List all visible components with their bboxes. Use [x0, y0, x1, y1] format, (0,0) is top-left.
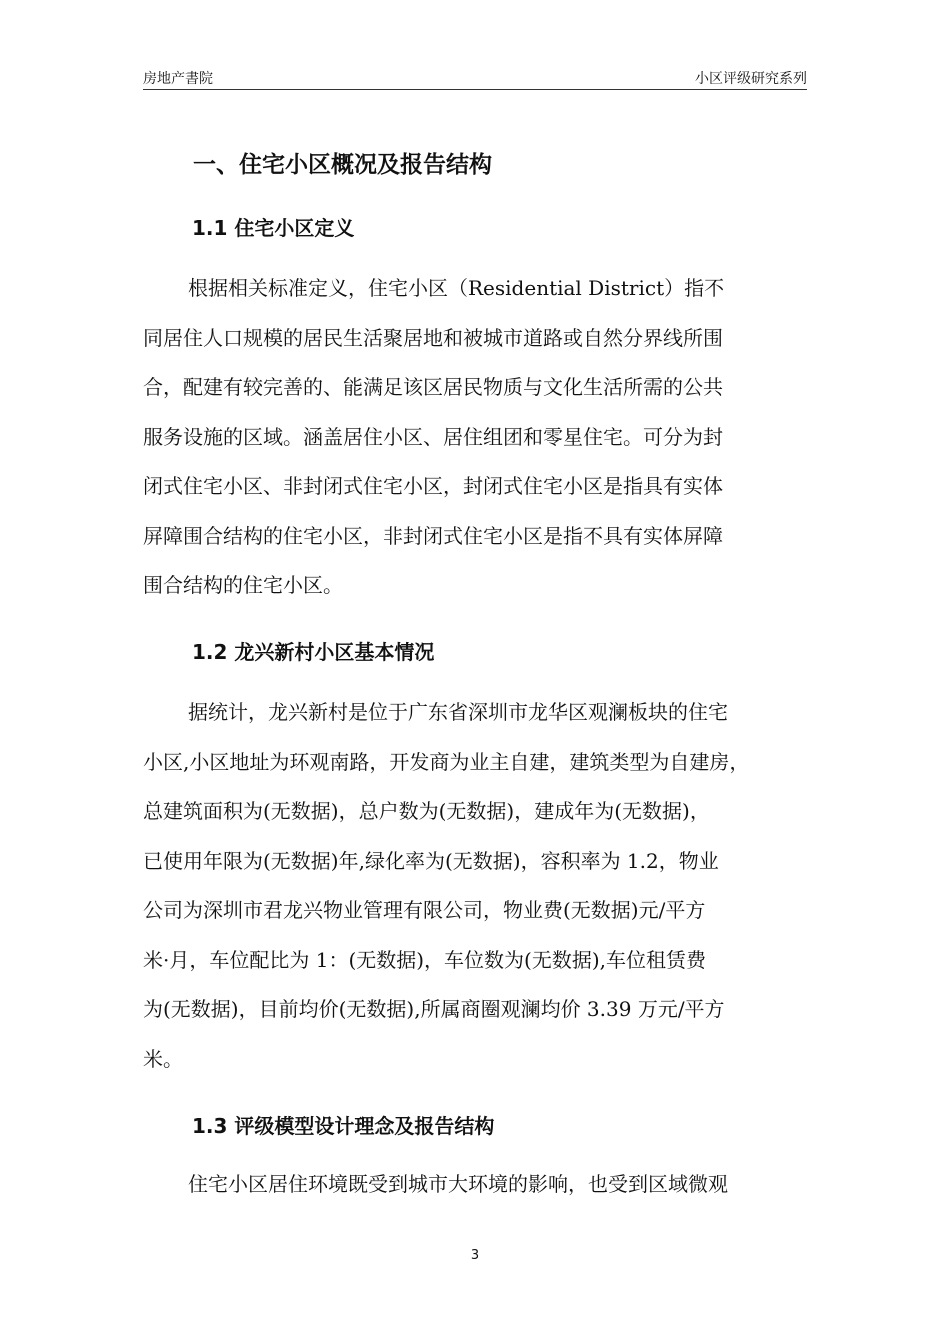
subsection-title-1-3: 1.3 评级模型设计理念及报告结构: [192, 1114, 495, 1138]
page-header: [143, 66, 807, 88]
section-title: 一、住宅小区概况及报告结构: [193, 152, 492, 178]
paragraph-1-2: [143, 688, 807, 1084]
paragraph-line: 小区,小区地址为环观南路，开发商为业主自建，建筑类型为自建房，: [143, 749, 750, 774]
paragraph-line: 服务设施的区域。涵盖居住小区、居住组团和零星住宅。可分为封: [143, 424, 723, 449]
paragraph-line: 围合结构的住宅小区。: [143, 573, 343, 597]
paragraph-line: 已使用年限为(无数据)年,绿化率为(无数据)，容积率为 1.2，物业: [143, 848, 719, 873]
subsection-title-1-2: 1.2 龙兴新村小区基本情况: [192, 640, 435, 664]
subsection-title-1-1: 1.1 住宅小区定义: [192, 216, 355, 240]
header-divider: [143, 89, 807, 90]
paragraph-line: 为(无数据)，目前均价(无数据),所属商圈观澜均价 3.39 万元/平方: [143, 997, 725, 1021]
paragraph-line: 根据相关标准定义，住宅小区（Residential District）指不: [188, 276, 725, 300]
paragraph-line: 公司为深圳市君龙兴物业管理有限公司，物业费(无数据)元/平方: [143, 898, 706, 922]
paragraph-1-1: [143, 264, 807, 611]
paragraph-line: 总建筑面积为(无数据)，总户数为(无数据)，建成年为(无数据)，: [143, 799, 710, 823]
paragraph-1-3: [143, 1160, 807, 1210]
paragraph-line: 米。: [143, 1046, 183, 1071]
paragraph-line: 据统计，龙兴新村是位于广东省深圳市龙华区观澜板块的住宅: [188, 700, 728, 724]
paragraph-line: 米·月，车位配比为 1：(无数据)，车位数为(无数据),车位租赁费: [143, 947, 707, 972]
paragraph-line: 闭式住宅小区、非封闭式住宅小区，封闭式住宅小区是指具有实体: [143, 474, 723, 498]
page-number: 3: [470, 1248, 480, 1263]
paragraph-line: 住宅小区居住环境既受到城市大环境的影响，也受到区域微观: [188, 1172, 728, 1196]
paragraph-line: 合，配建有较完善的、能满足该区居民物质与文化生活所需的公共: [143, 375, 723, 399]
header-right-text: 小区评级研究系列: [695, 71, 807, 87]
header-left-text: 房地产書院: [143, 71, 213, 87]
paragraph-line: 屏障围合结构的住宅小区，非封闭式住宅小区是指不具有实体屏障: [143, 523, 723, 548]
paragraph-line: 同居住人口规模的居民生活聚居地和被城市道路或自然分界线所围: [143, 325, 723, 350]
